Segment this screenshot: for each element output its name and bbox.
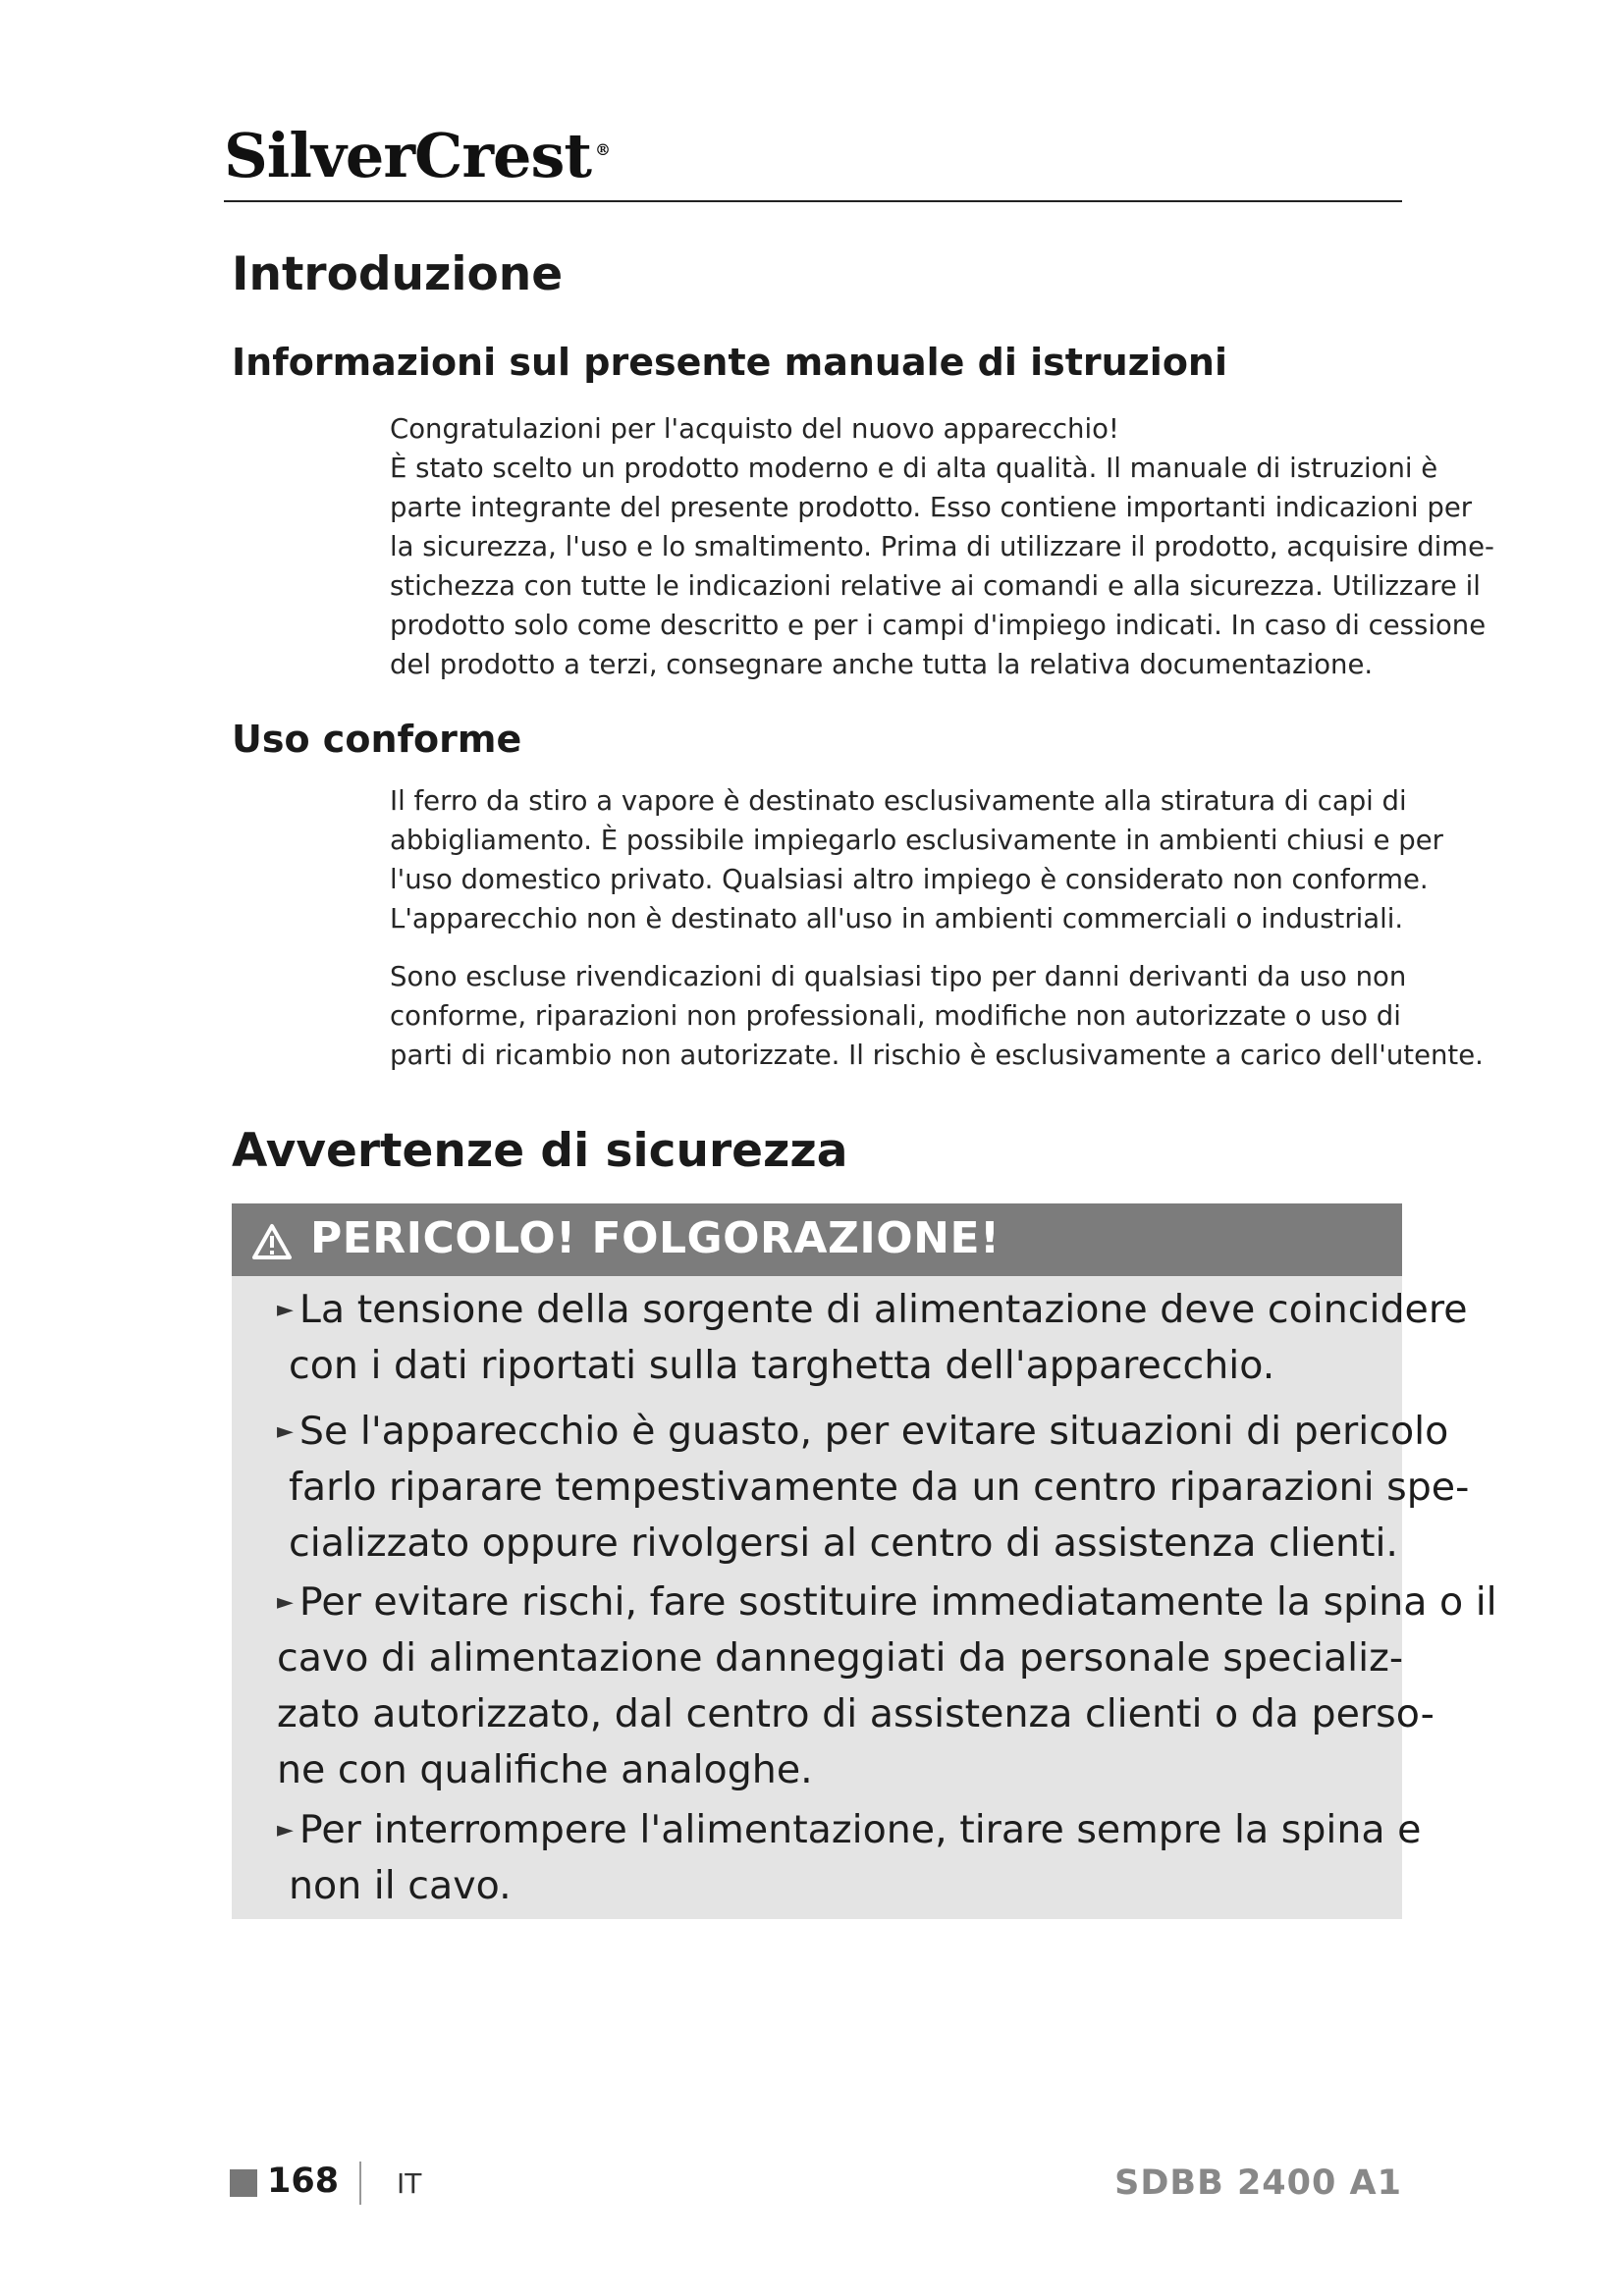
text-line: Sono escluse rivendicazioni di qualsiasi tipo per danni derivanti da uso non (390, 961, 1407, 992)
intro-heading: Introduzione (232, 247, 564, 301)
brand-logo (224, 120, 610, 191)
registered-mark: ® (595, 140, 611, 160)
text-line: Congratulazioni per l'acquisto del nuovo apparecchio! (390, 413, 1119, 445)
text-line: È stato scelto un prodotto moderno e di alta qualità. Il manuale di istruzioni è (390, 453, 1438, 484)
intended-use-heading: Uso conforme (232, 718, 522, 761)
text-line: Il ferro da stiro a vapore è destinato esclusivamente alla stiratura di capi di (390, 785, 1407, 817)
text-line: parte integrante del presente prodotto. Esso contiene importanti indicazioni per (390, 492, 1473, 523)
warning-header (232, 1203, 1402, 1276)
bullet-arrow-icon: ► (277, 1298, 294, 1322)
brand-logo-text: SilverCrest (224, 120, 592, 191)
footer-divider (359, 2162, 361, 2205)
warning-item (277, 1404, 1469, 1572)
warning-text-line: ne con qualifiche analoghe. (277, 1747, 813, 1792)
warning-text-line: zato autorizzato, dal centro di assistenza clienti o da perso- (277, 1691, 1435, 1736)
footer-marker (230, 2169, 257, 2197)
text-line: parti di ricambio non autorizzate. Il rischio è esclusivamente a carico dell'utente. (390, 1040, 1484, 1071)
language-code: IT (397, 2167, 422, 2200)
warning-text-line: La tensione della sorgente di alimentazione deve coincidere (298, 1287, 1468, 1332)
warning-text-line: Per interrompere l'alimentazione, tirare sempre la spina e (298, 1807, 1422, 1852)
warning-item (277, 1802, 1421, 1914)
model-number: SDBB 2400 A1 (1114, 2163, 1402, 2203)
intended-use-paragraph-2 (390, 957, 1484, 1075)
manual-info-heading: Informazioni sul presente manuale di istruzioni (232, 341, 1228, 384)
bullet-arrow-icon: ► (277, 1590, 294, 1615)
text-line: abbigliamento. È possibile impiegarlo esclusivamente in ambienti chiusi e per (390, 825, 1443, 856)
warning-text-line: Per evitare rischi, fare sostituire immediatamente la spina o il (298, 1579, 1497, 1625)
warning-text-line: farlo riparare tempestivamente da un centro riparazioni spe- (289, 1465, 1470, 1510)
warning-text-line: Se l'apparecchio è guasto, per evitare situazioni di pericolo (298, 1409, 1449, 1454)
manual-info-paragraph (390, 409, 1494, 684)
warning-item (277, 1282, 1468, 1394)
text-line: l'uso domestico privato. Qualsiasi altro impiego è considerato non conforme. (390, 864, 1429, 895)
bullet-arrow-icon: ► (277, 1419, 294, 1444)
text-line: conforme, riparazioni non professionali, modifiche non autorizzate o uso di (390, 1000, 1401, 1032)
warning-text-line: con i dati riportati sulla targhetta dell'apparecchio. (289, 1343, 1275, 1388)
warning-item (277, 1575, 1497, 1798)
text-line: prodotto solo come descritto e per i campi d'impiego indicati. In caso di cessione (390, 610, 1487, 641)
text-line: la sicurezza, l'uso e lo smaltimento. Prima di utilizzare il prodotto, acquisire dime- (390, 531, 1494, 562)
safety-heading: Avvertenze di sicurezza (232, 1124, 848, 1178)
warning-text-line: non il cavo. (289, 1863, 512, 1908)
text-line: stichezza con tutte le indicazioni relative ai comandi e alla sicurezza. Utilizzare il (390, 570, 1481, 602)
warning-text-line: cializzato oppure rivolgersi al centro di assistenza clienti. (289, 1521, 1398, 1566)
header-rule (224, 200, 1402, 202)
text-line: L'apparecchio non è destinato all'uso in ambienti commerciali o industriali. (390, 903, 1404, 934)
warning-text-line: cavo di alimentazione danneggiati da personale specializ- (277, 1635, 1404, 1681)
warning-triangle-icon (251, 1223, 293, 1260)
intended-use-paragraph-1 (390, 781, 1443, 938)
page-number: 168 (267, 2162, 340, 2201)
text-line: del prodotto a terzi, consegnare anche tutta la relativa documentazione. (390, 649, 1374, 680)
bullet-arrow-icon: ► (277, 1818, 294, 1842)
danger-warning-box (232, 1203, 1497, 1919)
warning-title: PERICOLO! FOLGORAZIONE! (310, 1213, 1001, 1263)
